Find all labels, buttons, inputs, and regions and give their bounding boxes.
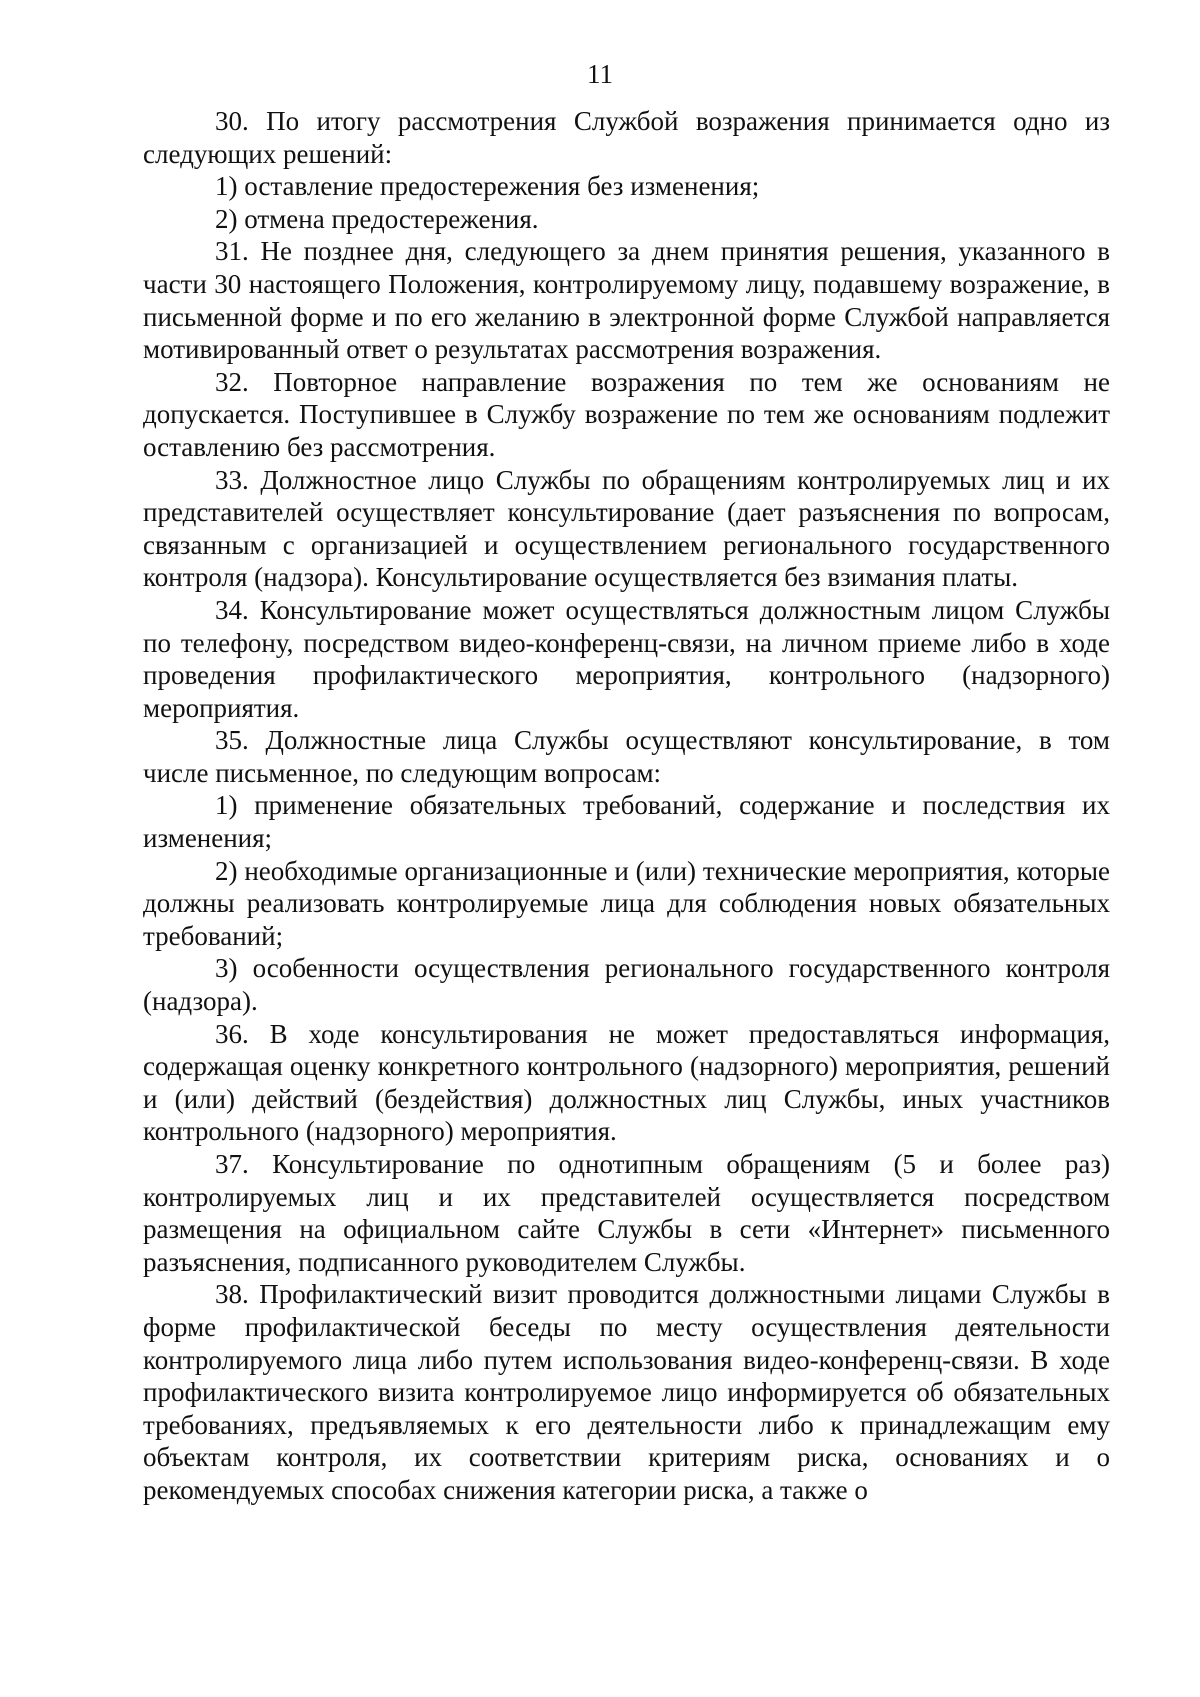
paragraph-32: 32. Повторное направление возражения по тем же основаниям не допускается. Поступившее в Службу возражение по тем же основаниям подлежит оставлению без рассмотрения. bbox=[143, 366, 1110, 462]
paragraph-33: 33. Должностное лицо Службы по обращениям контролируемых лиц и их представителей осуществляет консультирование (дает разъяснения по вопросам, связанным с организацией и осуществлением регионального государственного контроля (надзора). Консультирование осуществляется без взимания платы. bbox=[143, 464, 1110, 593]
paragraph-31: 31. Не позднее дня, следующего за днем принятия решения, указанного в части 30 настоящего Положения, контролируемому лицу, подавшему возражение, в письменной форме и по его желанию в электронной форме Службой направляется мотивированный ответ о результатах рассмотрения возражения. bbox=[143, 236, 1110, 365]
paragraph-30: 30. По итогу рассмотрения Службой возражения принимается одно из следующих решений: bbox=[143, 106, 1110, 169]
paragraph-35-item-3: 3) особенности осуществления регионального государственного контроля (надзора). bbox=[143, 953, 1110, 1017]
paragraph-38: 38. Профилактический визит проводится должностными лицами Службы в форме профилактической беседы по месту осуществления деятельности контролируемого лица либо путем использования видео-конференц-связи. В ходе профилактического визита контролируемое лицо информируется об обязательных требованиях, предъявляемых к его деятельности либо к принадлежащим ему объектам контроля, их соответствии критериям риска, основаниях и о рекомендуемых способах снижения категории риска, а также о bbox=[143, 1279, 1110, 1505]
page-number: 11 bbox=[587, 59, 613, 89]
paragraph-30-item-2: 2) отмена предостережения. bbox=[215, 203, 539, 234]
paragraph-35-item-1: 1) применение обязательных требований, содержание и последствия их изменения; bbox=[143, 790, 1110, 854]
paragraph-35-item-2: 2) необходимые организационные и (или) технические мероприятия, которые должны реализовать контролируемые лица для соблюдения новых обязательных требований; bbox=[143, 855, 1110, 951]
paragraph-36: 36. В ходе консультирования не может предоставляться информация, содержащая оценку конкретного контрольного (надзорного) мероприятия, решений и (или) действий (бездействия) должностных лиц Службы, иных участников контрольного (надзорного) мероприятия. bbox=[143, 1018, 1110, 1147]
paragraph-35: 35. Должностные лица Службы осуществляют консультирование, в том числе письменное, по следующим вопросам: bbox=[143, 725, 1110, 788]
document-body bbox=[143, 105, 1110, 1507]
paragraph-30-item-1: 1) оставление предостережения без изменения; bbox=[215, 171, 760, 202]
paragraph-37: 37. Консультирование по однотипным обращениям (5 и более раз) контролируемых лиц и их представителей осуществляется посредством размещения на официальном сайте Службы в сети «Интернет» письменного разъяснения, подписанного руководителем Службы. bbox=[143, 1149, 1110, 1277]
paragraph-34: 34. Консультирование может осуществляться должностным лицом Службы по телефону, посредством видео-конференц-связи, на личном приеме либо в ходе проведения профилактического мероприятия, контрольного (надзорного) мероприятия. bbox=[143, 594, 1110, 723]
